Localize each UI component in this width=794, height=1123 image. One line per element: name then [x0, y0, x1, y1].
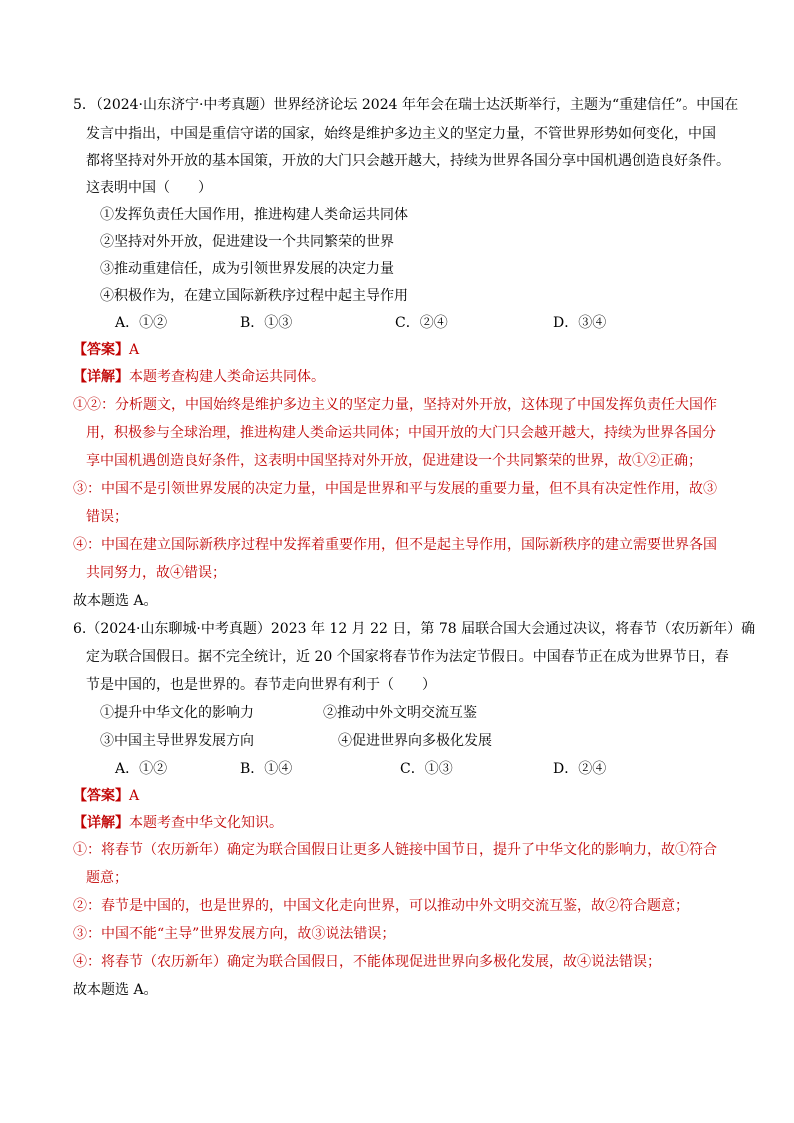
q6-stem-line-1: 6.（2024·山东聊城·中考真题）2023 年 12 月 22 日，第 78 届联合国大会通过决议，将春节（农历新年）确 — [73, 621, 756, 637]
q6-detail — [73, 813, 283, 833]
q6-option-1: ①提升中华文化的影响力 — [100, 705, 254, 721]
q6-answer — [73, 786, 139, 806]
q5-option-4: ④积极作为，在建立国际新秩序过程中起主导作用 — [100, 288, 408, 304]
q5-answer-label: 【答案】 — [73, 342, 129, 358]
q5-stem-line-4: 这表明中国（ ） — [86, 180, 212, 196]
q6-choice-b: B．①④ — [240, 761, 293, 777]
q6-analysis-line-2: 题意； — [86, 870, 128, 886]
q6-option-3: ③中国主导世界发展方向 — [100, 733, 254, 749]
q6-stem-line-3: 节是中国的，也是世界的。春节走向世界有利于（ ） — [86, 677, 436, 693]
q5-detail-text: 本题考查构建人类命运共同体。 — [129, 369, 325, 385]
q5-stem-line-3: 都将坚持对外开放的基本国策，开放的大门只会越开越大，持续为世界各国分享中国机遇创造良好条件。 — [86, 153, 730, 169]
q5-analysis-line-6: ④：中国在建立国际新秩序过程中发挥着重要作用，但不是起主导作用，国际新秩序的建立需要世界各国 — [73, 537, 717, 553]
q5-analysis-line-5: 错误； — [86, 509, 128, 525]
q5-choice-c: C．②④ — [395, 315, 448, 331]
q5-analysis-line-1: ①②：分析题文，中国始终是维护多边主义的坚定力量，坚持对外开放，这体现了中国发挥负责任大国作 — [73, 397, 717, 413]
q6-choice-a: A．①② — [115, 761, 168, 777]
q6-analysis-line-5: ④：将春节（农历新年）确定为联合国假日，不能体现促进世界向多极化发展，故④说法错误； — [73, 954, 661, 970]
q6-conclusion: 故本题选 A。 — [73, 982, 158, 998]
q6-choice-d: D．②④ — [553, 761, 607, 777]
q6-choice-c: C．①③ — [400, 761, 453, 777]
q5-detail — [73, 367, 325, 387]
q6-option-4: ④促进世界向多极化发展 — [338, 733, 492, 749]
q6-analysis-line-1: ①：将春节（农历新年）确定为联合国假日让更多人链接中国节日，提升了中华文化的影响力，故①符合 — [73, 842, 717, 858]
q5-choice-b: B．①③ — [240, 315, 293, 331]
q5-analysis-line-7: 共同努力，故④错误； — [86, 565, 226, 581]
q5-option-1: ①发挥负责任大国作用，推进构建人类命运共同体 — [100, 207, 408, 223]
q6-answer-label: 【答案】 — [73, 788, 129, 804]
q5-option-3: ③推动重建信任，成为引领世界发展的决定力量 — [100, 261, 394, 277]
q5-answer — [73, 340, 139, 360]
q6-analysis-line-3: ②：春节是中国的，也是世界的，中国文化走向世界，可以推动中外文明交流互鉴，故②符合题意； — [73, 898, 689, 914]
q6-answer-value: A — [129, 788, 140, 804]
q5-choice-d: D．③④ — [553, 315, 607, 331]
q6-stem-line-2: 定为联合国假日。据不完全统计，近 20 个国家将春节作为法定节假日。中国春节正在成为世界节日，春 — [86, 649, 729, 665]
q5-answer-value: A — [129, 342, 140, 358]
q6-detail-label: 【详解】 — [73, 815, 129, 831]
q5-analysis-line-2: 用，积极参与全球治理，推进构建人类命运共同体；中国开放的大门只会越开越大，持续为世界各国分 — [86, 425, 716, 441]
q5-option-2: ②坚持对外开放，促进建设一个共同繁荣的世界 — [100, 234, 394, 250]
q5-stem-line-2: 发言中指出，中国是重信守诺的国家，始终是维护多边主义的坚定力量，不管世界形势如何变化，中国 — [86, 126, 716, 142]
q5-analysis-line-3: 享中国机遇创造良好条件，这表明中国坚持对外开放，促进建设一个共同繁荣的世界，故①②正确； — [86, 453, 702, 469]
q5-detail-label: 【详解】 — [73, 369, 129, 385]
q5-analysis-line-4: ③：中国不是引领世界发展的决定力量，中国是世界和平与发展的重要力量，但不具有决定性作用，故③ — [73, 481, 717, 497]
q5-choice-a: A．①② — [115, 315, 168, 331]
q6-option-2: ②推动中外文明交流互鉴 — [323, 705, 477, 721]
q5-stem-line-1: 5．（2024·山东济宁·中考真题）世界经济论坛 2024 年年会在瑞士达沃斯举行，主题为“重建信任”。中国在 — [73, 97, 739, 113]
q6-analysis-line-4: ③：中国不能“主导”世界发展方向，故③说法错误； — [73, 926, 396, 942]
q5-conclusion: 故本题选 A。 — [73, 593, 158, 609]
q6-detail-text: 本题考查中华文化知识。 — [129, 815, 283, 831]
